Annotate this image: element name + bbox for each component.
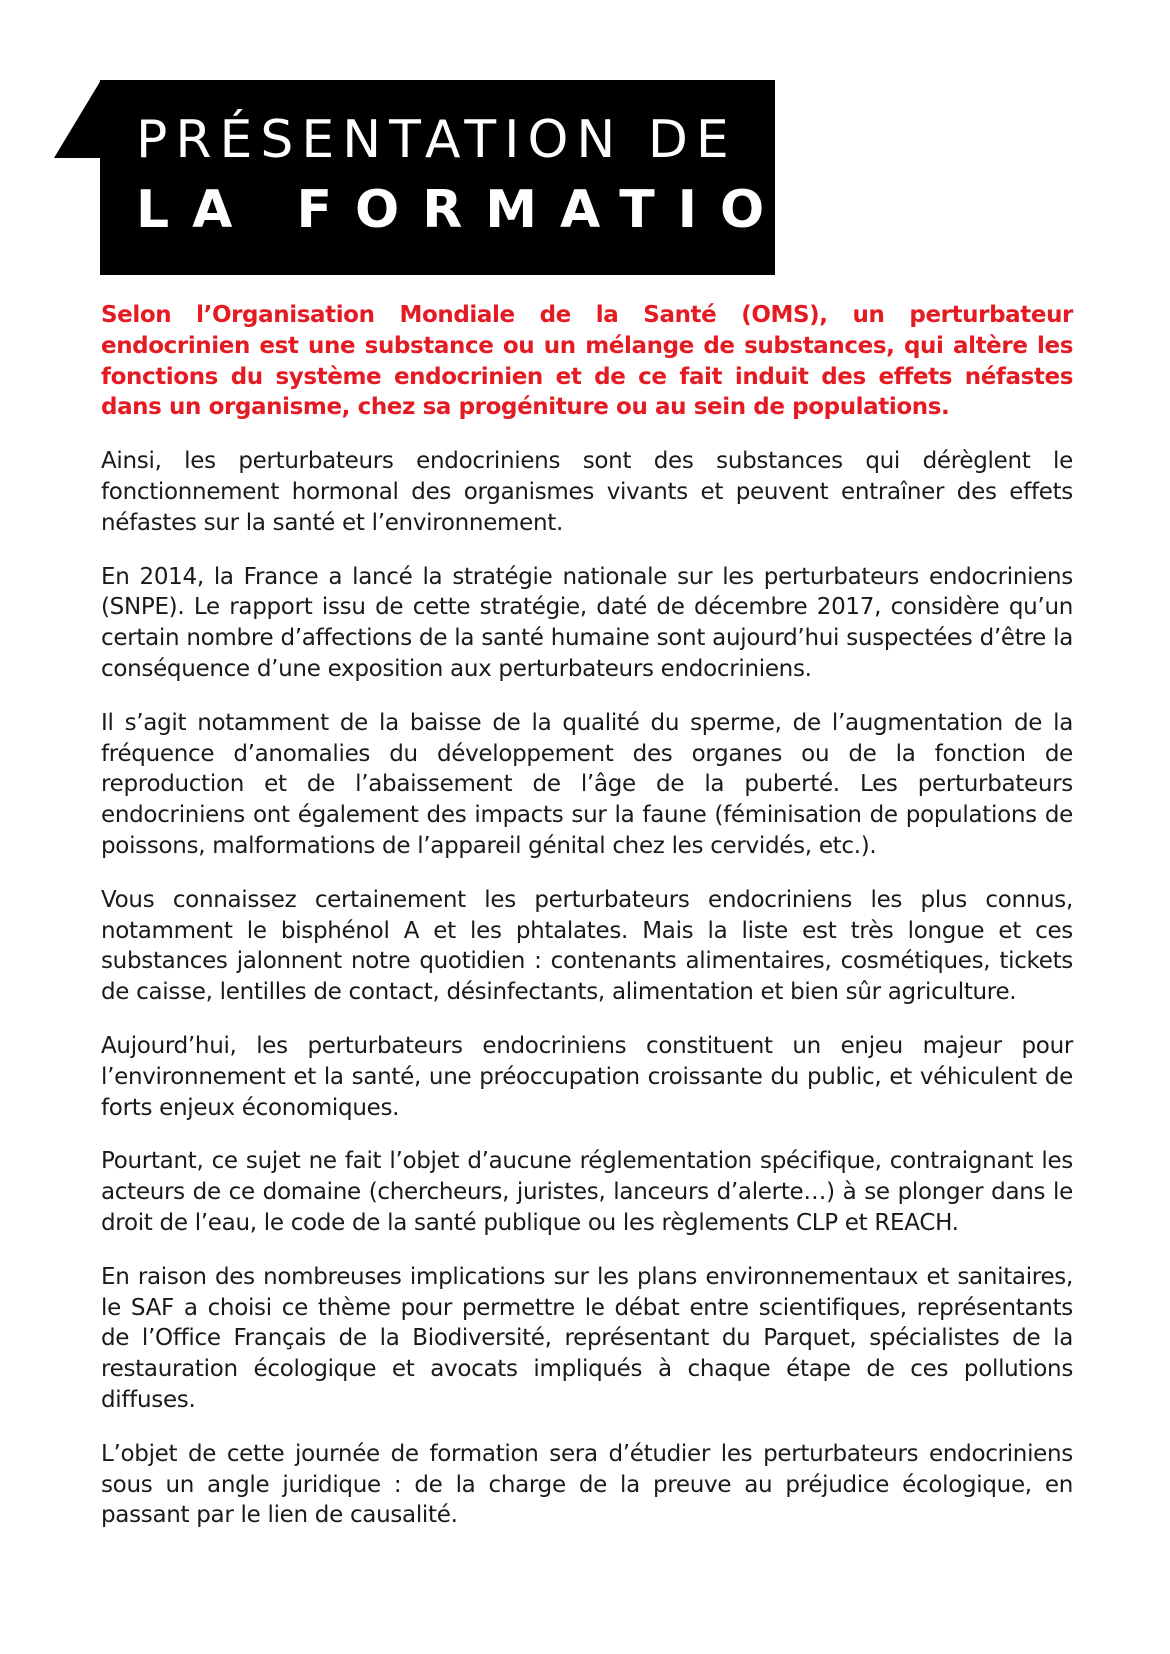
page-title-line2: LA FORMATION — [136, 180, 854, 240]
paragraph-3: Il s’agit notamment de la baisse de la qualité du sperme, de l’augmentation de la fréquence d’anomalies du développement des organes ou de la fonction de reproduction et de l’abaissement de l’âge de la puberté. Les perturbateurs endocriniens ont également des impacts sur la faune (féminisation de populations de poissons, malformations de l’appareil génital chez les cervidés, etc.). — [101, 709, 1073, 859]
paragraph-2: En 2014, la France a lancé la stratégie nationale sur les perturbateurs endocriniens (SNPE). Le rapport issu de cette stratégie, daté de décembre 2017, considère qu’un certain nombre d’affections de la santé humaine sont aujourd’hui suspectées d’être la conséquence d’une exposition aux perturbateurs endocriniens. — [101, 563, 1073, 682]
paragraph-6: Pourtant, ce sujet ne fait l’objet d’aucune réglementation spécifique, contraignant les acteurs de ce domaine (chercheurs, juristes, lanceurs d’alerte…) à se plonger dans le droit de l’eau, le code de la santé publique ou les règlements CLP et REACH. — [101, 1148, 1073, 1236]
paragraph-4: Vous connaissez certainement les perturbateurs endocriniens les plus connus, notamment le bisphénol A et les phtalates. Mais la liste est très longue et ces substances jalonnent notre quotidien : contenants alimentaires, cosmétiques, tickets de caisse, lentilles de contact, désinfectants, alimentation et bien sûr agriculture. — [101, 886, 1073, 1006]
paragraph-7: En raison des nombreuses implications sur les plans environnementaux et sanitaires, le SAF a choisi ce thème pour permettre le débat entre scientifiques, représentants de l’Office Français de la Biodiversité, représentant du Parquet, spécialistes de la restauration écologique et avocats impliqués à chaque étape de ces pollutions diffuses. — [101, 1263, 1073, 1413]
paragraph-8: L’objet de cette journée de formation sera d’étudier les perturbateurs endocriniens sous un angle juridique : de la charge de la preuve au préjudice écologique, en passant par le lien de causalité. — [101, 1440, 1073, 1529]
lead-paragraph: Selon l’Organisation Mondiale de la Santé (OMS), un perturbateur endocrinien est une substance ou un mélange de substances, qui altère les fonctions du système endocrinien et de ce fait induit des effets néfastes dans un organisme, chez sa progéniture ou au sein de populations. — [101, 302, 1073, 421]
title-block — [100, 80, 854, 275]
paragraph-5: Aujourd’hui, les perturbateurs endocriniens constituent un enjeu majeur pour l’environnement et la santé, une préoccupation croissante du public, et véhiculent de forts enjeux économiques. — [101, 1032, 1073, 1121]
body-text — [101, 300, 1073, 1554]
page-title-line1: PRÉSENTATION DE — [136, 110, 737, 170]
title-block-notch — [54, 80, 101, 158]
paragraph-1: Ainsi, les perturbateurs endocriniens sont des substances qui dérèglent le fonctionnement hormonal des organismes vivants et peuvent entraîner des effets néfastes sur la santé et l’environnement. — [101, 448, 1073, 536]
